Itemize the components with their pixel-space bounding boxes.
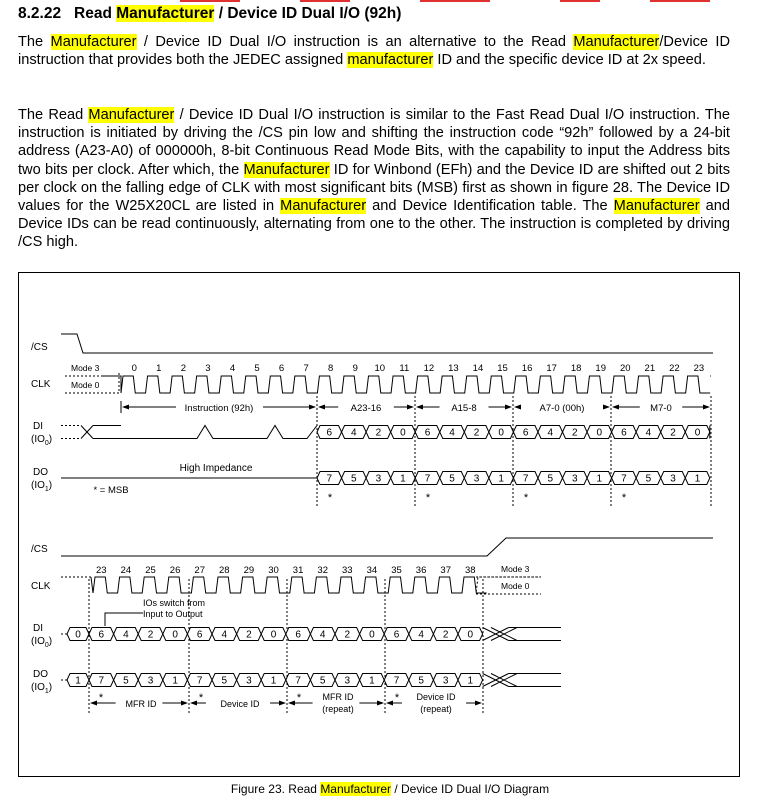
do-bit-bottom-label: 7	[393, 675, 400, 687]
address-label: A15-8	[451, 403, 477, 414]
clock-number: 9	[352, 363, 358, 374]
msb-star: *	[425, 492, 431, 504]
do-bit-top-label: 1	[596, 473, 603, 485]
di-bit-bottom-label: 6	[393, 629, 400, 641]
msb-star: *	[523, 492, 529, 504]
ios-switch-label: IOs switch from	[143, 598, 206, 608]
di-bit-top-label: 2	[375, 427, 382, 439]
do-bit-bottom-label: 1	[172, 675, 178, 687]
sig-do-bottom: DO	[33, 669, 48, 680]
arrow	[279, 701, 286, 706]
instruction-label: Instruction (92h)	[184, 403, 254, 414]
arrow	[386, 701, 393, 706]
do-bit-top-label: 3	[473, 473, 480, 485]
clk-waveform-top	[101, 376, 710, 393]
mode0-label-top: Mode 0	[71, 380, 100, 390]
clock-number-bottom: 23	[96, 565, 107, 576]
msb-star-bottom: *	[394, 692, 400, 704]
do-bit-top-label: 5	[449, 473, 455, 485]
di-bit-top-label: 2	[473, 427, 480, 439]
do-bit-bottom-label: 3	[442, 675, 449, 687]
di-bit-bottom-label: 6	[295, 629, 301, 641]
di-bit-bottom-label: 4	[418, 629, 424, 641]
mode0-label-bottom: Mode 0	[501, 581, 530, 591]
clock-number: 14	[472, 363, 484, 374]
do-bit-bottom-label: 5	[123, 675, 129, 687]
clock-number: 3	[205, 363, 211, 374]
di-bit-bottom-label: 6	[98, 629, 105, 641]
sig-do: DO	[33, 467, 48, 478]
arrow	[318, 405, 325, 410]
address-label: M7-0	[650, 403, 672, 414]
di-bit-bottom-label: 2	[147, 629, 154, 641]
mode3-label-top: Mode 3	[71, 363, 100, 373]
bottom-bracket-label: Device ID	[416, 692, 456, 702]
clock-number-bottom: 36	[415, 565, 427, 576]
clock-number-bottom: 26	[169, 565, 181, 576]
sig-di: DI	[33, 421, 43, 432]
bottom-bracket-label: (repeat)	[420, 704, 452, 714]
clock-number: 0	[131, 363, 137, 374]
section-title-post: / Device ID Dual I/O (92h)	[214, 5, 402, 22]
di-bit-bottom-label: 4	[123, 629, 129, 641]
mode3-label-bottom: Mode 3	[501, 564, 530, 574]
do-bit-top-label: 5	[547, 473, 554, 485]
di-bit-top-label: 6	[522, 427, 529, 439]
sig-di-bottom: DI	[33, 623, 43, 634]
clock-number: 10	[374, 363, 386, 374]
arrow	[612, 405, 619, 410]
sig-clk-bottom: CLK	[31, 581, 51, 592]
sig-di-sub-bottom: $(IO_0)$	[31, 636, 53, 649]
arrow	[703, 405, 710, 410]
di-bit-bottom-label: 0	[467, 629, 474, 641]
clock-number: 4	[229, 363, 236, 374]
clock-number-bottom: 24	[120, 565, 132, 576]
bottom-bracket-label: (repeat)	[322, 704, 354, 714]
msb-star-bottom: *	[296, 692, 302, 704]
di-bit-bottom-label: 2	[344, 629, 351, 641]
arrow	[377, 701, 384, 706]
do-bit-bottom-label: 1	[369, 675, 375, 687]
clock-number: 20	[619, 363, 631, 374]
di-bit-top-label: 0	[694, 427, 701, 439]
bottom-bracket-label: MFR ID	[322, 692, 354, 702]
di-bit-bottom-label: 0	[369, 629, 375, 641]
do-bit-top-label: 7	[424, 473, 431, 485]
clock-number-bottom: 31	[292, 565, 304, 576]
clock-number: 5	[254, 363, 260, 374]
arrow	[514, 405, 521, 410]
header-rule	[0, 0, 780, 2]
do-bit-top-label: 1	[498, 473, 504, 485]
clock-number-bottom: 25	[145, 565, 156, 576]
di-instruction	[93, 426, 317, 439]
di-bit-bottom-label: 4	[221, 629, 228, 641]
clock-number-bottom: 33	[342, 565, 353, 576]
do-bit-top-label: 7	[326, 473, 333, 485]
clock-number-bottom: 30	[268, 565, 279, 576]
high-impedance-label: High Impedance	[179, 463, 253, 474]
do-bit-bottom-label: 7	[196, 675, 203, 687]
clock-number: 2	[180, 363, 187, 374]
di-bit-bottom-label: 2	[246, 629, 252, 641]
ios-switch-pointer	[105, 613, 143, 626]
clock-number: 6	[278, 363, 285, 374]
arrow	[90, 701, 97, 706]
do-bit-top-label: 3	[375, 473, 382, 485]
clock-number: 11	[399, 363, 410, 374]
section-heading	[18, 5, 401, 23]
clock-number: 1	[156, 363, 162, 374]
di-bit-top-label: 2	[670, 427, 676, 439]
msb-star: *	[327, 492, 333, 504]
di-bit-bottom-label: 2	[442, 629, 449, 641]
clk-waveform-bottom	[91, 577, 487, 593]
address-label: A7-0 (00h)	[539, 403, 585, 414]
do-bit-bottom-label: 7	[98, 675, 105, 687]
clock-number-bottom: 34	[366, 565, 378, 576]
figure-caption: Figure 23. Read Manufacturer / Device ID Dual I/O Diagram	[230, 782, 550, 796]
cs-waveform-top	[61, 334, 713, 353]
address-label: A23-16	[350, 403, 382, 414]
sig-do-sub-bottom: $(IO_1)$	[31, 682, 53, 695]
di-bit-top-label: 4	[449, 427, 455, 439]
arrow	[309, 405, 316, 410]
do-bit-top-label: 7	[621, 473, 627, 485]
sig-clk: CLK	[31, 379, 51, 390]
clock-number: 13	[448, 363, 459, 374]
di-bit-bottom-label: 0	[75, 629, 81, 641]
clock-number-bottom: 29	[243, 565, 255, 576]
msb-star-bottom: *	[198, 692, 204, 704]
clock-number: 12	[423, 363, 435, 374]
do-bit-top-label: 1	[694, 473, 701, 485]
clock-number: 17	[546, 363, 557, 374]
clock-number-bottom: 28	[219, 565, 230, 576]
clock-number: 7	[303, 363, 309, 374]
arrow	[407, 405, 414, 410]
do-bit-top-label: 1	[400, 473, 406, 485]
di-bit-top-label: 6	[326, 427, 333, 439]
timing-diagram-svg	[19, 273, 741, 778]
do-bit-bottom-label: 7	[295, 675, 301, 687]
section-title-pre: Read	[74, 5, 117, 22]
clock-number: 16	[521, 363, 533, 374]
clock-number: 19	[595, 363, 607, 374]
arrow	[122, 405, 129, 410]
bottom-bracket-label: MFR ID	[125, 699, 157, 709]
section-number: 8.2.22	[18, 5, 62, 22]
intro-paragraph: The Manufacturer / Device ID Dual I/O instruction is an alternative to the Read Manufacturer/Device ID instruction that provides both the JEDEC assigned manufacturer ID and the specific device ID at 2x speed.	[18, 34, 731, 69]
di-bit-bottom-label: 4	[319, 629, 326, 641]
msb-star-bottom: *	[98, 692, 104, 704]
do-bit-top-label: 5	[351, 473, 357, 485]
clock-number: 21	[644, 363, 656, 374]
timing-diagram	[18, 272, 740, 777]
do-bit-bottom-label: 5	[319, 675, 326, 687]
clock-number: 8	[328, 363, 334, 374]
sig-do-sub: $(IO_1)$	[31, 480, 53, 493]
di-bit-bottom-label: 0	[270, 629, 277, 641]
di-bit-top-label: 4	[547, 427, 554, 439]
di-bit-top-label: 2	[571, 427, 578, 439]
di-bit-top-label: 6	[621, 427, 627, 439]
section-title-highlight: Manufacturer	[116, 5, 215, 22]
do-bit-top-label: 5	[645, 473, 652, 485]
bottom-bracket-label: Device ID	[220, 699, 260, 709]
arrow	[475, 701, 482, 706]
msb-star: *	[621, 492, 627, 504]
di-bit-top-label: 0	[498, 427, 504, 439]
di-bit-top-label: 4	[645, 427, 652, 439]
di-bit-top-label: 0	[596, 427, 603, 439]
do-bit-top-label: 7	[522, 473, 529, 485]
do-bit-bottom-label: 1	[467, 675, 474, 687]
clock-number-bottom: 37	[440, 565, 451, 576]
di-bit-top-label: 0	[400, 427, 406, 439]
sig-cs: /CS	[31, 342, 48, 353]
do-bit-bottom-label: 3	[246, 675, 252, 687]
arrow	[603, 405, 610, 410]
cs-waveform-bottom	[61, 538, 713, 556]
clock-number-bottom: 32	[317, 565, 328, 576]
sig-di-sub: $(IO_0)$	[31, 434, 53, 447]
clock-number-bottom: 38	[465, 565, 476, 576]
do-bit-bottom-label: 3	[147, 675, 154, 687]
di-bit-top-label: 6	[424, 427, 431, 439]
sig-cs-bottom: /CS	[31, 544, 48, 555]
clock-number: 22	[669, 363, 680, 374]
clock-number: 23	[693, 363, 705, 374]
ios-switch-label: Input to Output	[143, 609, 203, 619]
do-bit-bottom-label: 3	[344, 675, 351, 687]
di-bit-top-label: 4	[351, 427, 357, 439]
do-bit-top-label: 3	[571, 473, 578, 485]
msb-note: * = MSB	[93, 485, 129, 496]
do-bit-bottom-label: 5	[221, 675, 228, 687]
clock-number: 15	[497, 363, 508, 374]
description-paragraph: The Read Manufacturer / Device ID Dual I/O instruction is similar to the Fast Read Dual I/O instruction. The instruction is initiated by driving the /CS pin low and shifting the instruction code “92h” followed by a 24-bit address (A23-A0) of 000000h, 8-bit Continuous Read Mode Bits, with the capability to input the Address bits two bits per clock. After which, the Manufacturer ID for Winbond (EFh) and the Device ID are shifted out 2 bits per clock on the falling edge of CLK with most significant bits (MSB) first as shown in figure 28. The Device ID values for the W25X20CL are listed in Manufacturer and Device Identification table. The Manufacturer and Device IDs can be read continuously, alternating from one to the other. The instruction is completed by driving /CS high.	[18, 107, 730, 251]
arrow	[505, 405, 512, 410]
clock-number-bottom: 35	[391, 565, 402, 576]
di-bit-bottom-label: 0	[172, 629, 178, 641]
arrow	[288, 701, 295, 706]
di-bit-bottom-label: 6	[196, 629, 203, 641]
do-bit-bottom-label: 1	[75, 675, 81, 687]
arrow	[416, 405, 423, 410]
do-bit-bottom-label: 5	[418, 675, 424, 687]
arrow	[190, 701, 197, 706]
clock-number-bottom: 27	[194, 565, 205, 576]
do-bit-top-label: 3	[670, 473, 676, 485]
do-bit-bottom-label: 1	[270, 675, 277, 687]
arrow	[181, 701, 188, 706]
clock-number: 18	[570, 363, 582, 374]
